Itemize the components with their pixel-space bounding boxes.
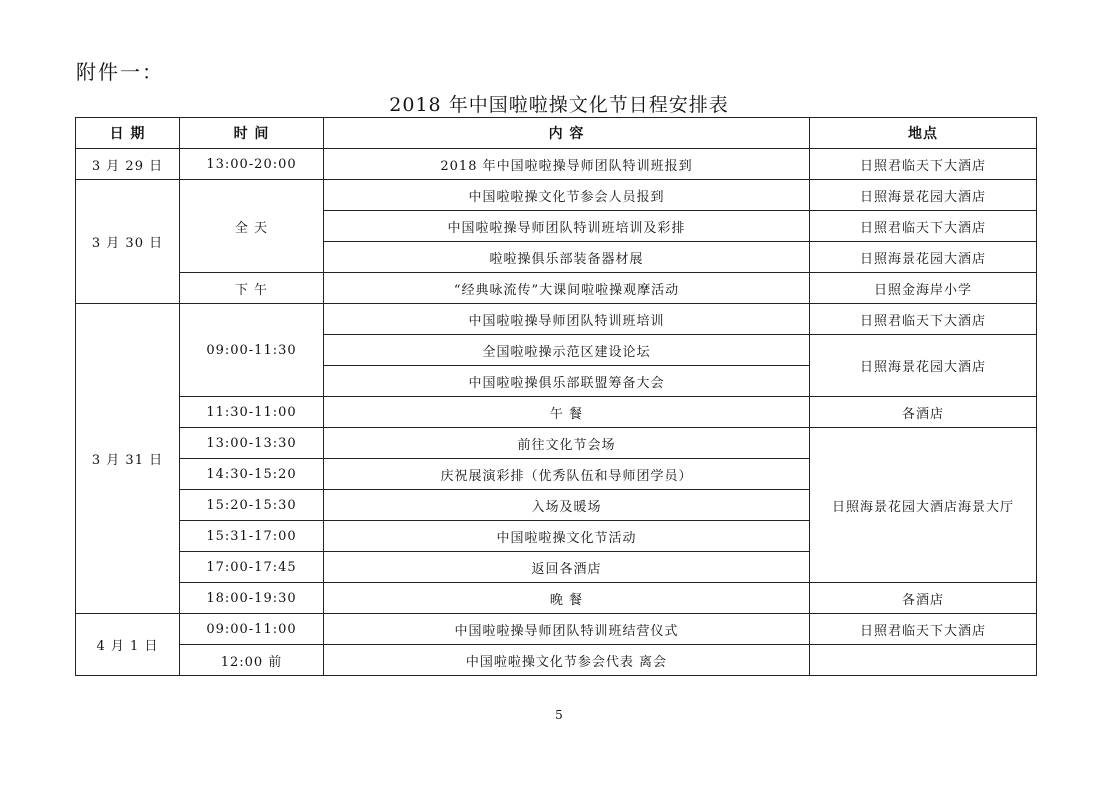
date-cell: 4 月 1 日 [76,614,180,676]
place-cell: 各酒店 [810,583,1037,614]
time-cell: 12:00 前 [180,645,324,676]
content-cell: 中国啦啦操俱乐部联盟筹备大会 [324,366,810,397]
header-content: 内 容 [324,118,810,149]
time-cell: 全 天 [180,180,324,273]
date-cell: 3 月 30 日 [76,180,180,304]
content-cell: 中国啦啦操文化节参会人员报到 [324,180,810,211]
place-cell: 日照君临天下大酒店 [810,211,1037,242]
table-row [76,614,1037,645]
header-time: 时 间 [180,118,324,149]
content-cell: 2018 年中国啦啦操导师团队特训班报到 [324,149,810,180]
content-cell: 返回各酒店 [324,552,810,583]
content-cell: 晚 餐 [324,583,810,614]
date-cell: 3 月 29 日 [76,149,180,180]
content-cell: 啦啦操俱乐部装备器材展 [324,242,810,273]
table-row [76,273,1037,304]
place-cell: 日照君临天下大酒店 [810,304,1037,335]
time-cell: 15:20-15:30 [180,490,324,521]
content-cell: 午 餐 [324,397,810,428]
time-cell: 09:00-11:30 [180,304,324,397]
page-number: 5 [555,708,563,722]
content-cell: 中国啦啦操导师团队特训班培训及彩排 [324,211,810,242]
table-row [76,428,1037,459]
place-cell: 日照金海岸小学 [810,273,1037,304]
table-row [76,180,1037,211]
table-row [76,645,1037,676]
place-cell: 日照海景花园大酒店 [810,335,1037,397]
time-cell: 13:00-13:30 [180,428,324,459]
table-row [76,149,1037,180]
content-cell: 前往文化节会场 [324,428,810,459]
content-cell: 入场及暖场 [324,490,810,521]
table-header-row [76,118,1037,149]
content-cell: 庆祝展演彩排（优秀队伍和导师团学员） [324,459,810,490]
content-cell: 中国啦啦操导师团队特训班结营仪式 [324,614,810,645]
table-row [76,397,1037,428]
document-title: 2018 年中国啦啦操文化节日程安排表 [389,94,729,116]
content-cell: “经典咏流传”大课间啦啦操观摩活动 [324,273,810,304]
place-cell: 日照君临天下大酒店 [810,149,1037,180]
time-cell: 下 午 [180,273,324,304]
time-cell: 17:00-17:45 [180,552,324,583]
place-cell: 日照海景花园大酒店 [810,242,1037,273]
place-cell: 日照君临天下大酒店 [810,614,1037,645]
content-cell: 中国啦啦操导师团队特训班培训 [324,304,810,335]
content-cell: 全国啦啦操示范区建设论坛 [324,335,810,366]
place-cell: 各酒店 [810,397,1037,428]
content-cell: 中国啦啦操文化节参会代表 离会 [324,645,810,676]
place-cell: 日照海景花园大酒店 [810,180,1037,211]
header-place: 地点 [810,118,1037,149]
time-cell: 18:00-19:30 [180,583,324,614]
table-row [76,583,1037,614]
time-cell: 13:00-20:00 [180,149,324,180]
header-date: 日 期 [76,118,180,149]
time-cell: 09:00-11:00 [180,614,324,645]
attachment-label: 附件一： [76,60,164,84]
content-cell: 中国啦啦操文化节活动 [324,521,810,552]
time-cell: 15:31-17:00 [180,521,324,552]
date-cell: 3 月 31 日 [76,304,180,614]
time-cell: 14:30-15:20 [180,459,324,490]
time-cell: 11:30-11:00 [180,397,324,428]
place-cell [810,645,1037,676]
place-cell: 日照海景花园大酒店海景大厅 [810,428,1037,583]
schedule-table [75,117,1037,676]
table-row [76,304,1037,335]
